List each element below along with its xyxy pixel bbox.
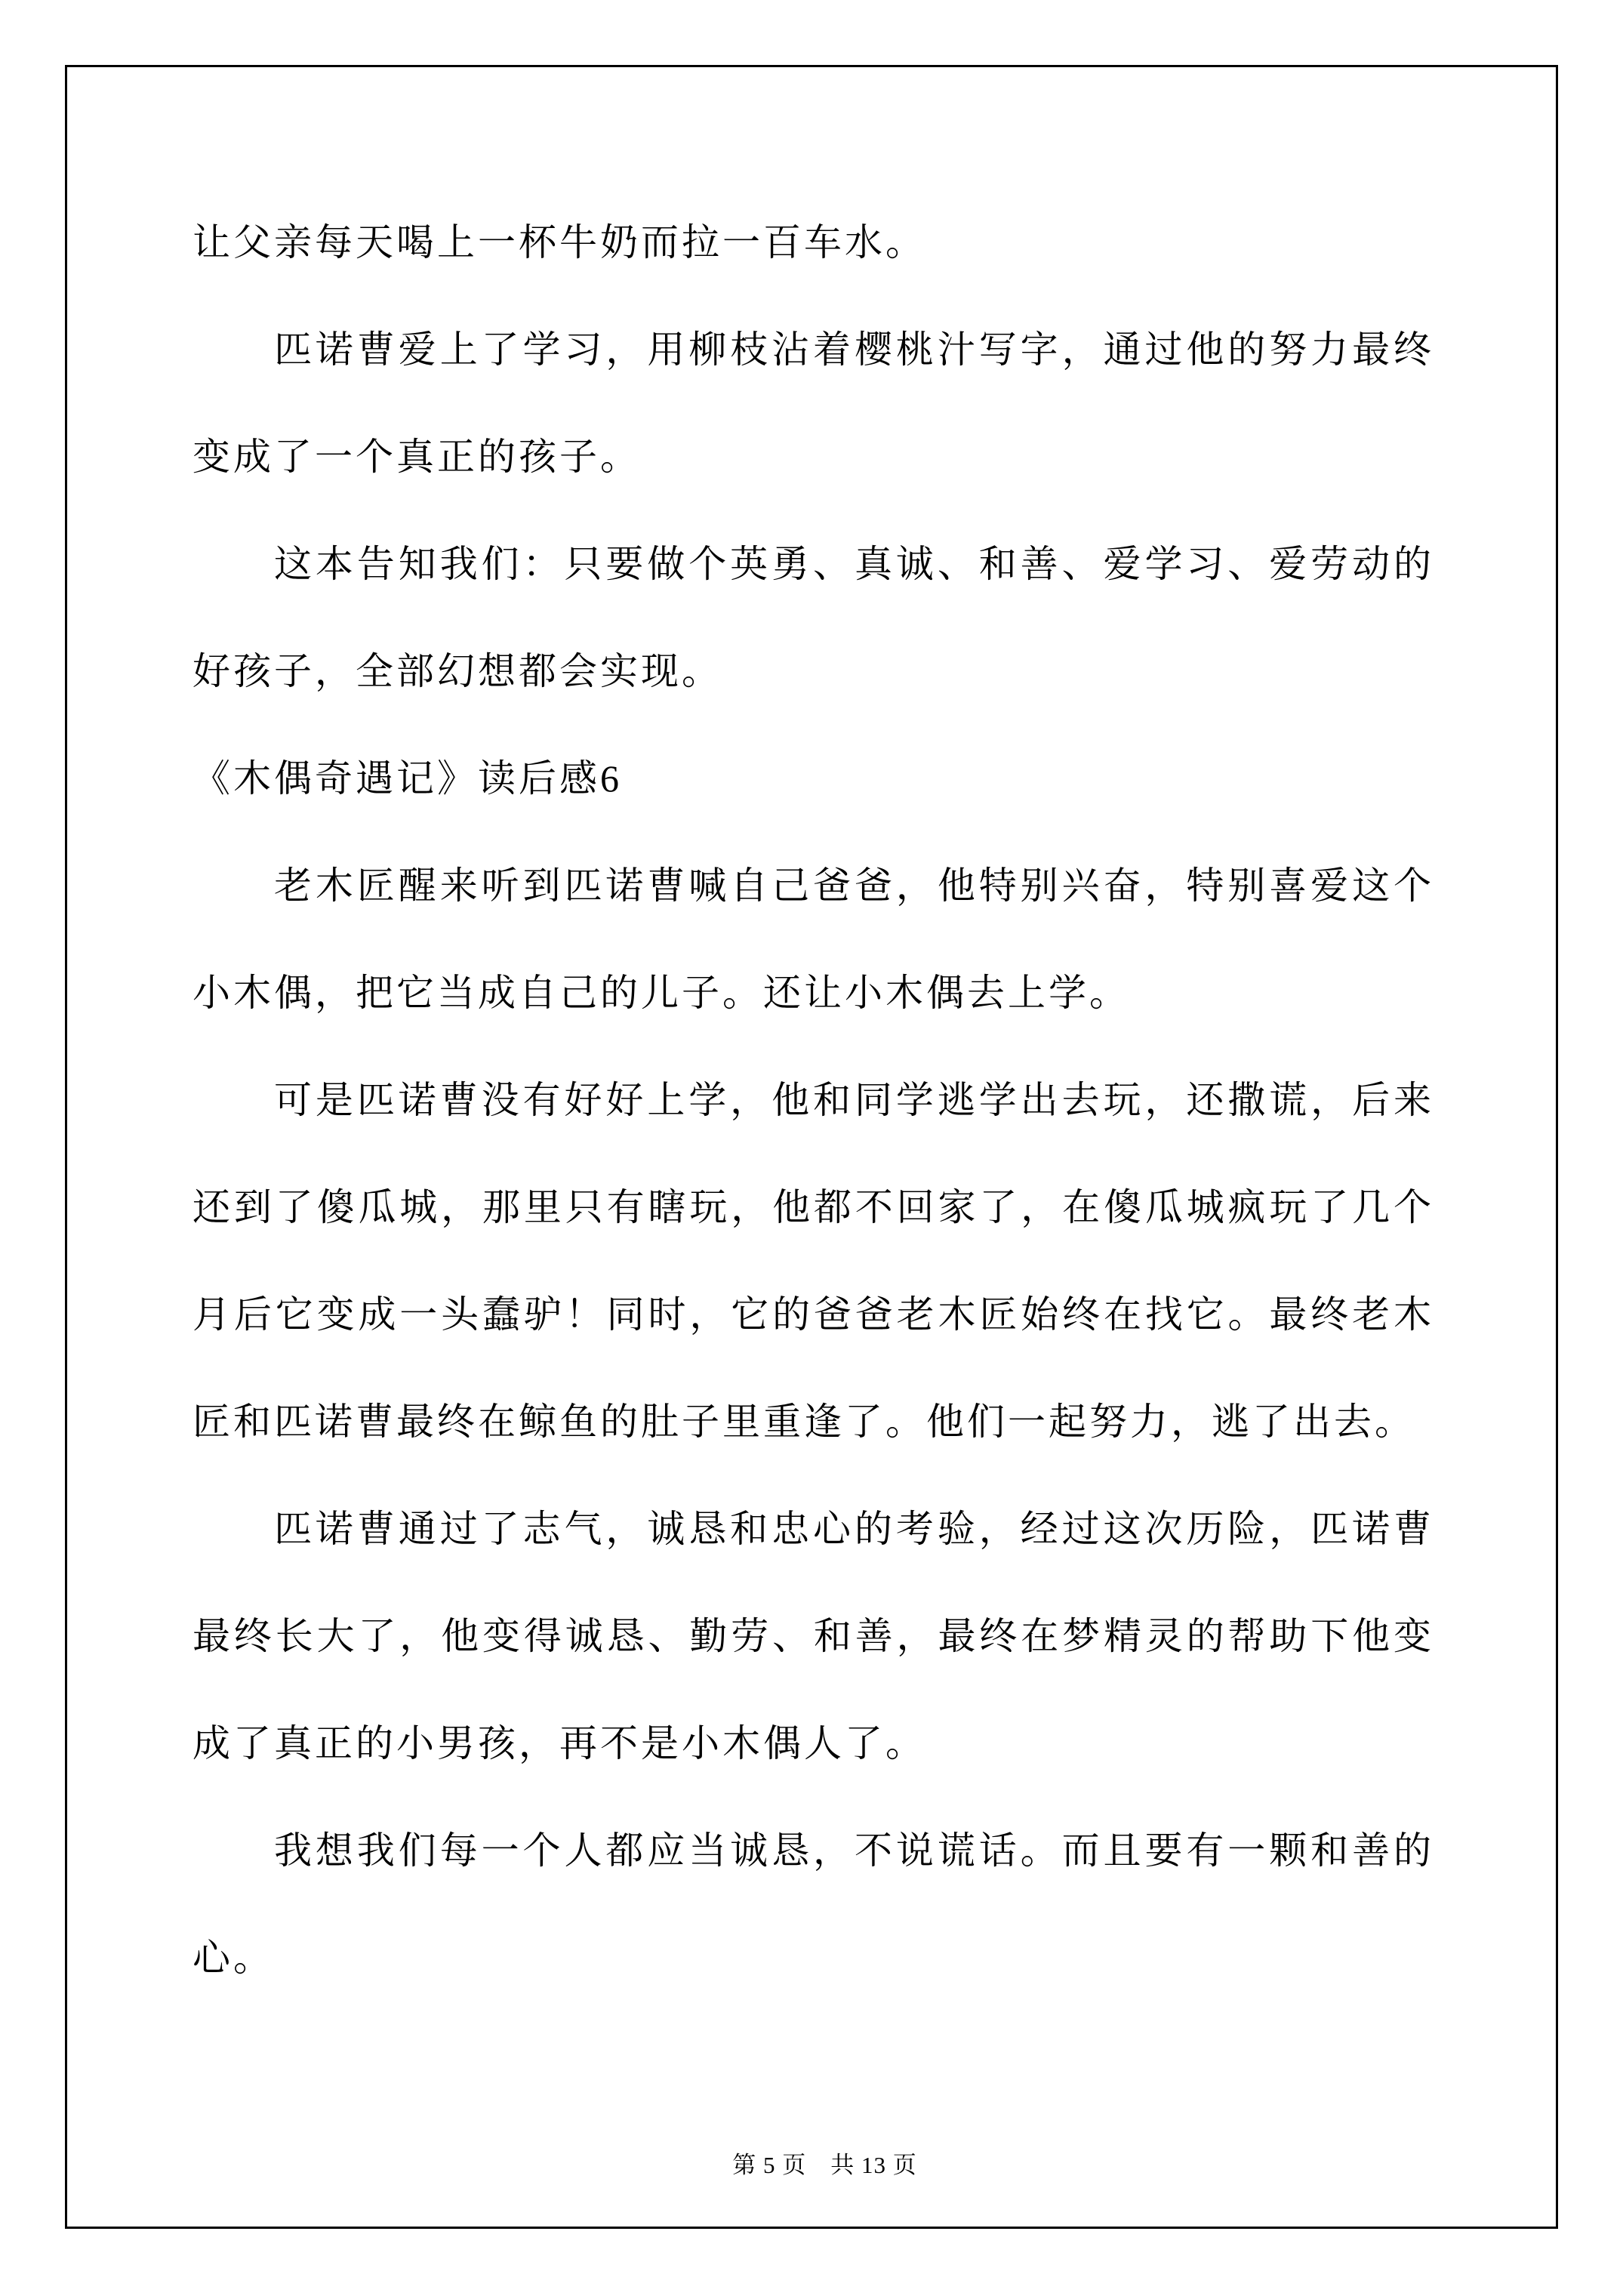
paragraph: 匹诺曹通过了志气，诚恳和忠心的考验，经过这次历险，匹诺曹最终长大了，他变得诚恳、勤劳、和善，最终在梦精灵的帮助下他变成了真正的小男孩，再不是小木偶人了。 xyxy=(192,1508,1434,1764)
paragraph: 可是匹诺曹没有好好上学，他和同学逃学出去玩，还撒谎，后来还到了傻瓜城，那里只有瞎玩，他都不回家了，在傻瓜城疯玩了几个月后它变成一头蠢驴！同时，它的爸爸老木匠始终在找它。最终老木匠和匹诺曹最终在鲸鱼的肚子里重逢了。他们一起努力，逃了出去。 xyxy=(192,1079,1434,1443)
document-body xyxy=(192,189,1434,2011)
paragraph: 我想我们每一个人都应当诚恳，不说谎话。而且要有一颗和善的心。 xyxy=(192,1829,1434,1979)
paragraph: 这本告知我们：只要做个英勇、真诚、和善、爱学习、爱劳动的好孩子，全部幻想都会实现。 xyxy=(192,543,1434,692)
page-number: 第 5 页 共 13 页 xyxy=(732,2152,917,2178)
section-heading: 《木偶奇遇记》读后感6 xyxy=(192,757,622,800)
paragraph-continuation: 让父亲每天喝上一杯牛奶而拉一百车水。 xyxy=(192,221,926,264)
paragraph: 老木匠醒来听到匹诺曹喊自己爸爸，他特别兴奋，特别喜爱这个小木偶，把它当成自己的儿子。还让小木偶去上学。 xyxy=(192,864,1434,1014)
paragraph: 匹诺曹爱上了学习，用柳枝沾着樱桃汁写字，通过他的努力最终变成了一个真正的孩子。 xyxy=(192,328,1434,478)
page-footer xyxy=(0,2119,1623,2207)
